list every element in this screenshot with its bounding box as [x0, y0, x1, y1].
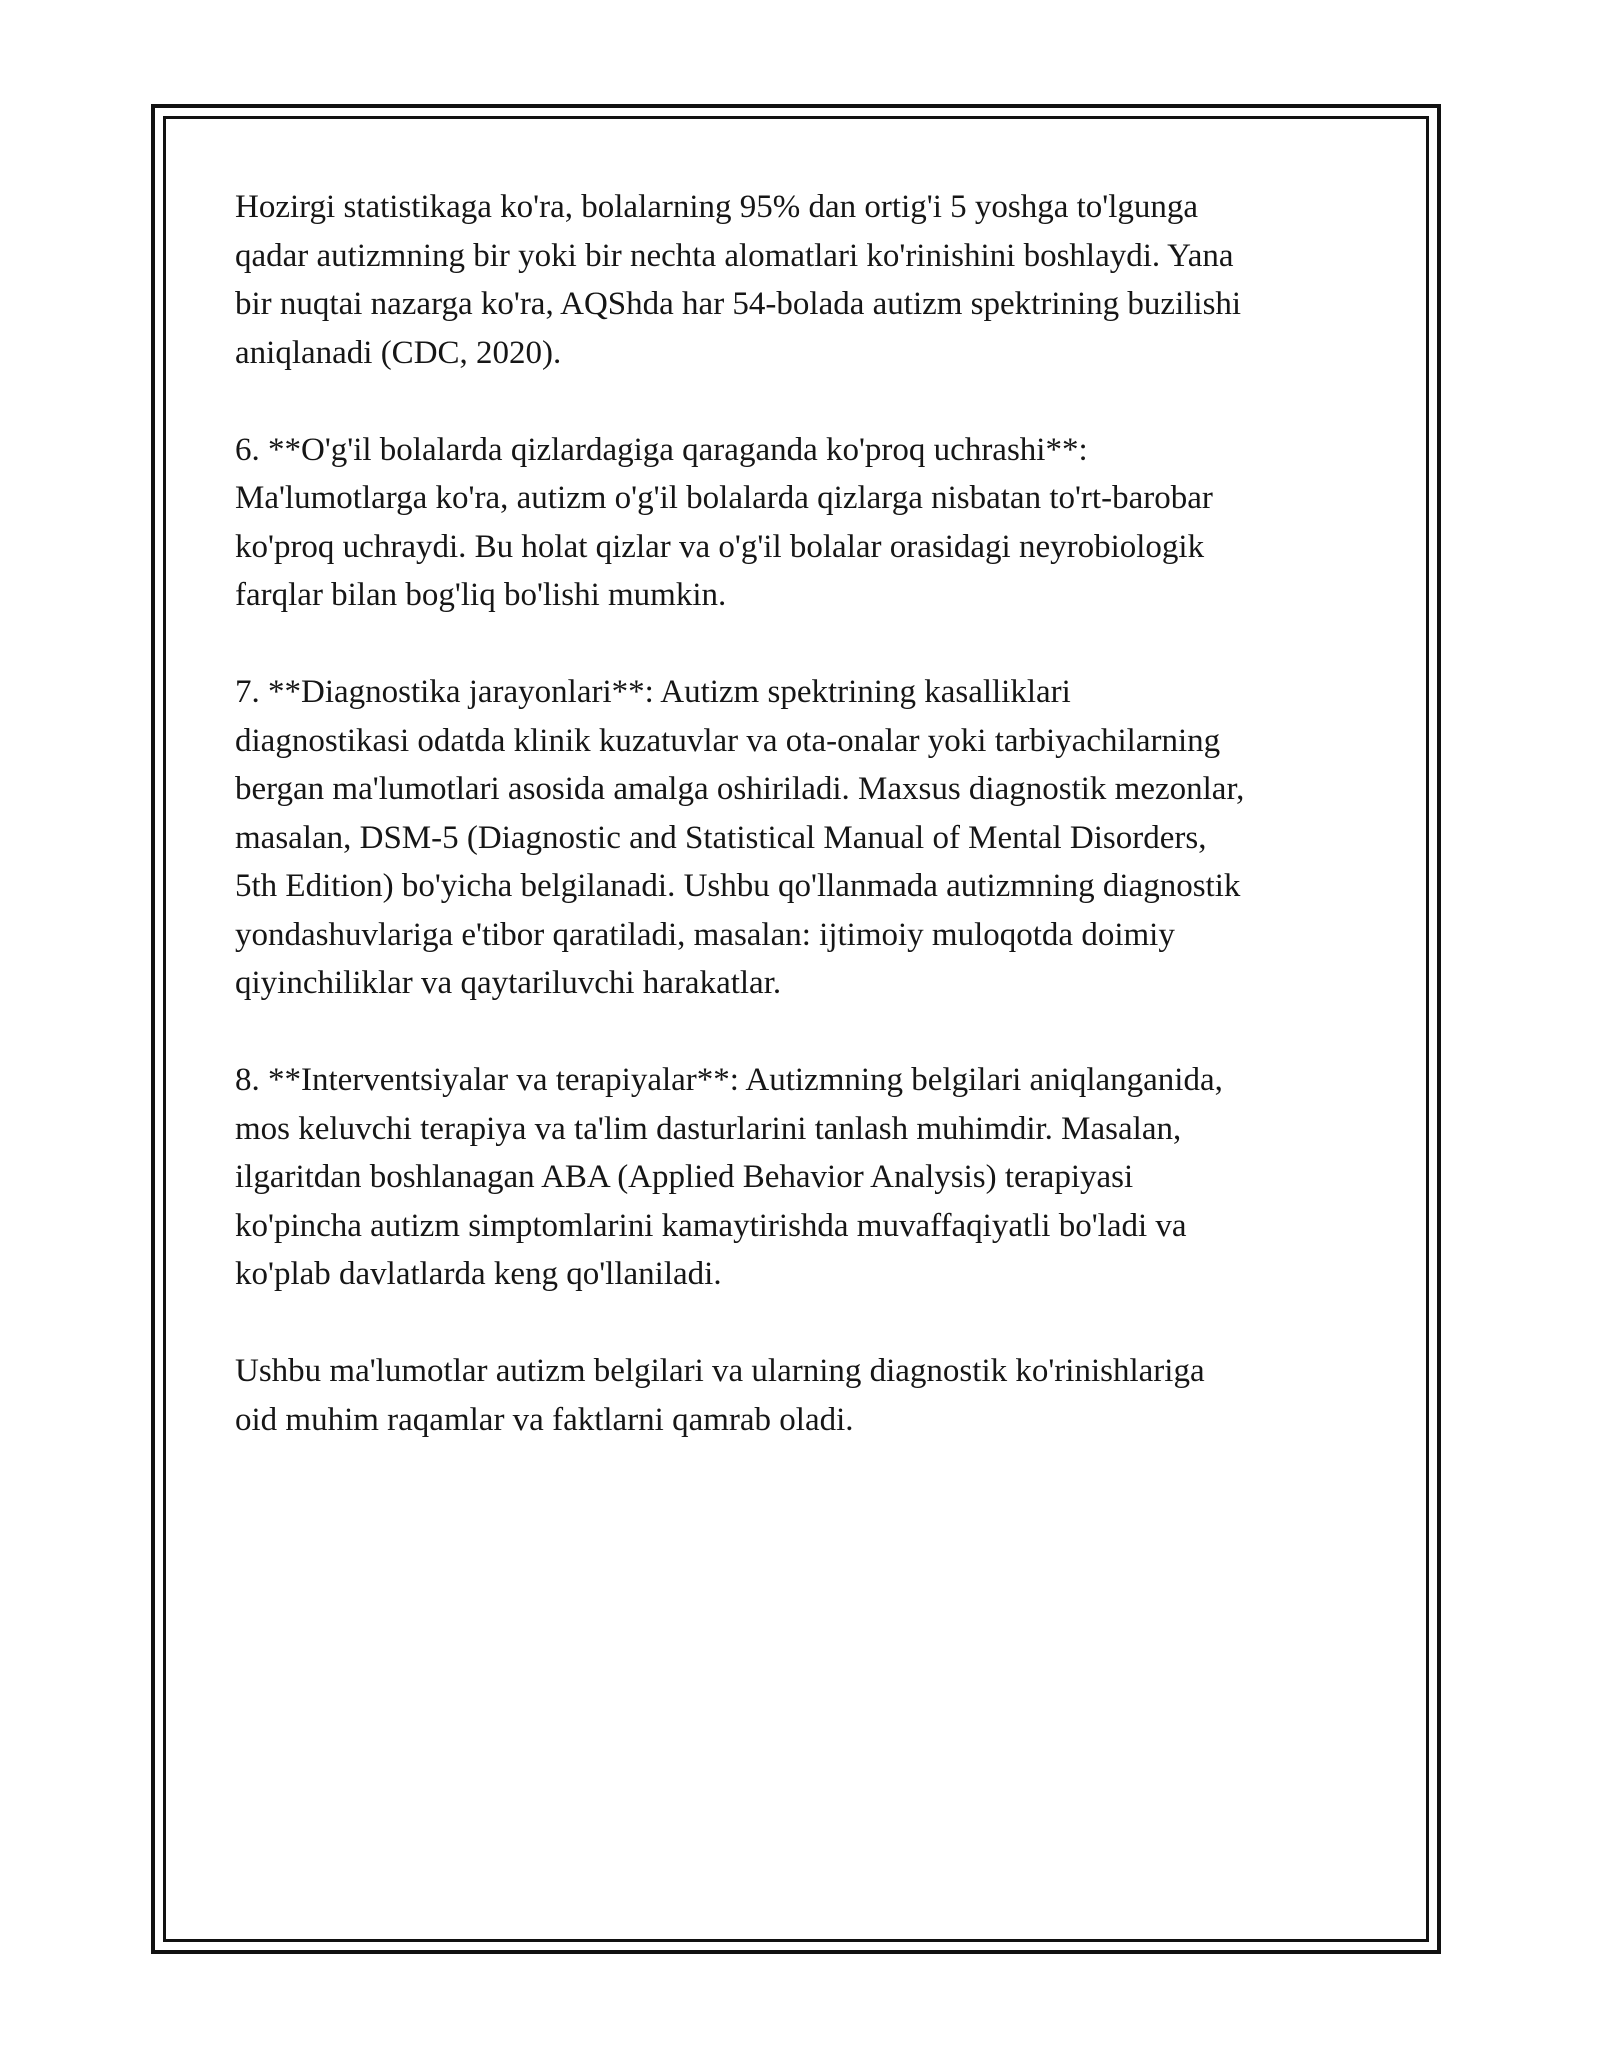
text-line: 5th Edition) bo'yicha belgilanadi. Ushbu qo'llanmada autizmning diagnostik: [235, 868, 1241, 904]
text-line: 7. **Diagnostika jarayonlari**: Autizm spektrining kasalliklari: [235, 674, 1071, 710]
text-line: masalan, DSM-5 (Diagnostic and Statistical Manual of Mental Disorders,: [235, 819, 1207, 856]
paragraph-conclusion: [235, 1347, 1365, 1444]
paragraph-item-8: [235, 1056, 1365, 1299]
text-line: yondashuvlariga e'tibor qaratiladi, masalan: ijtimoiy muloqotda doimiy: [235, 916, 1175, 953]
paragraph-item-7: [235, 668, 1365, 1008]
document-body: [235, 183, 1365, 1493]
text-line: ko'proq uchraydi. Bu holat qizlar va o'g'il bolalar orasidagi neyrobiologik: [235, 528, 1205, 565]
text-line: ko'plab davlatlarda keng qo'llaniladi.: [235, 1256, 722, 1292]
paragraph-statistics: [235, 183, 1365, 377]
text-line: diagnostikasi odatda klinik kuzatuvlar va ota-onalar yoki tarbiyachilarning: [235, 722, 1221, 759]
text-line: qiyinchiliklar va qaytariluvchi harakatlar.: [235, 965, 782, 1001]
text-line: ko'pincha autizm simptomlarini kamaytirishda muvaffaqiyatli bo'ladi va: [235, 1207, 1187, 1244]
text-line: 6. **O'g'il bolalarda qizlardagiga qaraganda ko'proq uchrashi**:: [235, 431, 1088, 468]
text-line: bir nuqtai nazarga ko'ra, AQShda har 54-bolada autizm spektrining buzilishi: [235, 286, 1242, 322]
text-line: ilgaritdan boshlanagan ABA (Applied Behavior Analysis) terapiyasi: [235, 1159, 1134, 1195]
text-line: aniqlanadi (CDC, 2020).: [235, 334, 562, 371]
text-line: qadar autizmning bir yoki bir nechta alomatlari ko'rinishini boshlaydi. Yana: [235, 237, 1234, 274]
text-line: bergan ma'lumotlari asosida amalga oshiriladi. Maxsus diagnostik mezonlar,: [235, 771, 1245, 807]
text-line: farqlar bilan bog'liq bo'lishi mumkin.: [235, 577, 727, 613]
text-line: oid muhim raqamlar va faktlarni qamrab oladi.: [235, 1401, 854, 1438]
text-line: Ushbu ma'lumotlar autizm belgilari va ularning diagnostik ko'rinishlariga: [235, 1353, 1205, 1389]
text-line: Hozirgi statistikaga ko'ra, bolalarning 95% dan ortig'i 5 yoshga to'lgunga: [235, 189, 1199, 225]
text-line: 8. **Interventsiyalar va terapiyalar**: Autizmning belgilari aniqlanganida,: [235, 1062, 1223, 1098]
text-line: mos keluvchi terapiya va ta'lim dasturlarini tanlash muhimdir. Masalan,: [235, 1110, 1182, 1147]
text-line: Ma'lumotlarga ko'ra, autizm o'g'il bolalarda qizlarga nisbatan to'rt-barobar: [235, 480, 1213, 516]
paragraph-item-6: [235, 426, 1365, 620]
